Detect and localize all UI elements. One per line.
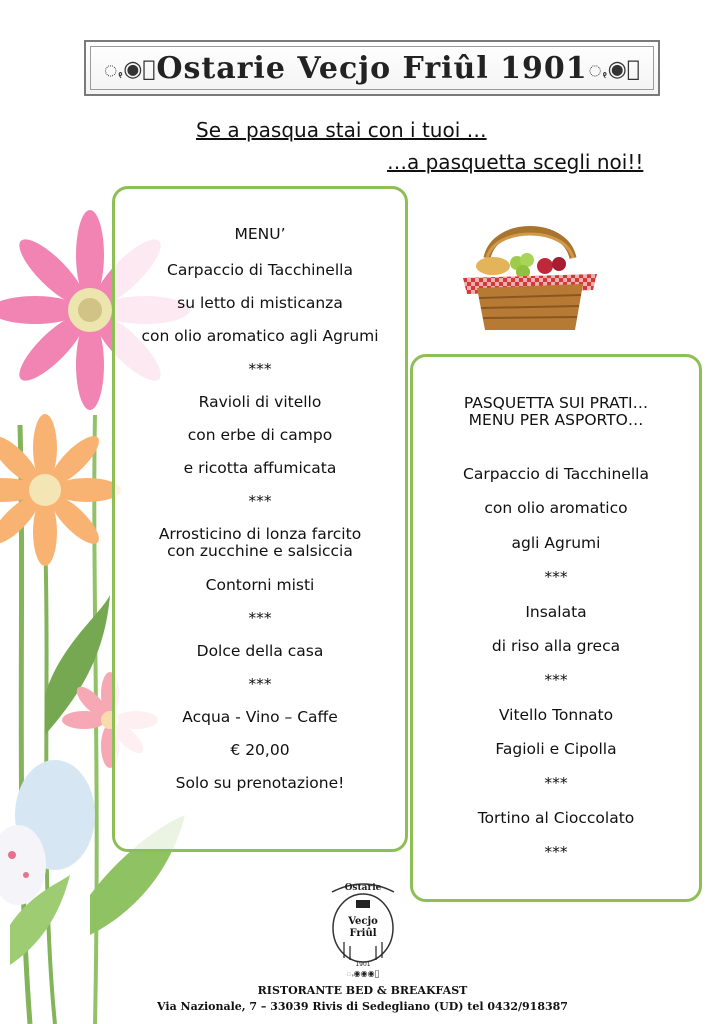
takeaway-item: Fagioli e Cipolla <box>495 740 617 758</box>
menu-item: e ricotta affumicata <box>183 459 337 477</box>
footer-address: Via Nazionale, 7 – 33039 Rivis di Sedegliano (UD) tel 0432/918387 <box>157 1000 568 1013</box>
takeaway-item: Insalata <box>525 603 587 621</box>
menu-item: con erbe di campo <box>187 426 333 444</box>
menu-item: Carpaccio di Tacchinella <box>167 261 353 279</box>
restaurant-logo-icon <box>328 874 398 978</box>
takeaway-item: Vitello Tonnato <box>498 706 614 724</box>
svg-text:Friûl: Friûl <box>349 928 377 939</box>
takeaway-separator: *** <box>544 843 568 861</box>
takeaway-separator: *** <box>544 568 568 586</box>
menu-separator: *** <box>248 609 272 627</box>
takeaway-item: con olio aromatico <box>484 499 628 517</box>
svg-text:Vecjo: Vecjo <box>348 916 378 927</box>
takeaway-item: di riso alla greca <box>491 637 621 655</box>
picnic-basket-icon <box>455 218 605 336</box>
takeaway-heading: PASQUETTA SUI PRATI… <box>463 394 649 412</box>
footer-business-type: RISTORANTE BED & BREAKFAST <box>257 984 468 997</box>
tagline-line-2: …a pasquetta scegli noi!! <box>387 150 644 174</box>
takeaway-menu-panel <box>410 354 702 902</box>
menu-item: Contorni misti <box>205 576 315 594</box>
menu-item: Arrosticino di lonza farcito <box>158 525 362 543</box>
menu-item: Dolce della casa <box>196 642 324 660</box>
menu-heading: MENU’ <box>234 225 286 243</box>
takeaway-item: Carpaccio di Tacchinella <box>463 465 649 483</box>
takeaway-subheading: MENU PER ASPORTO… <box>468 411 644 429</box>
menu-item: Acqua - Vino – Caffe <box>182 708 338 726</box>
takeaway-item: Tortino al Cioccolato <box>477 809 635 827</box>
menu-item: con olio aromatico agli Agrumi <box>141 327 379 345</box>
takeaway-separator: *** <box>544 774 568 792</box>
menu-item: Ravioli di vitello <box>198 393 322 411</box>
svg-text:1901: 1901 <box>355 961 371 968</box>
ornament-right-icon: ꩻ◉ꩻ <box>588 57 640 82</box>
ornament-left-icon: ꩻ◉ꩻ <box>104 57 156 82</box>
menu-separator: *** <box>248 675 272 693</box>
svg-text:Ostarie: Ostarie <box>344 883 382 893</box>
menu-note: Solo su prenotazione! <box>175 774 345 792</box>
main-menu-panel <box>112 186 408 852</box>
takeaway-separator: *** <box>544 671 568 689</box>
menu-price: € 20,00 <box>230 741 290 759</box>
svg-text:ꩻ◉◉◉ꩻ: ꩻ◉◉◉ꩻ <box>346 969 380 978</box>
takeaway-item: agli Agrumi <box>511 534 601 552</box>
menu-separator: *** <box>248 360 272 378</box>
menu-separator: *** <box>248 492 272 510</box>
menu-item: con zucchine e salsiccia <box>167 542 353 560</box>
header-banner <box>84 40 660 96</box>
restaurant-title: Ostarie Vecjo Friûl 1901 <box>156 50 588 86</box>
tagline-line-1: Se a pasqua stai con i tuoi … <box>196 118 487 142</box>
menu-item: su letto di misticanza <box>177 294 343 312</box>
